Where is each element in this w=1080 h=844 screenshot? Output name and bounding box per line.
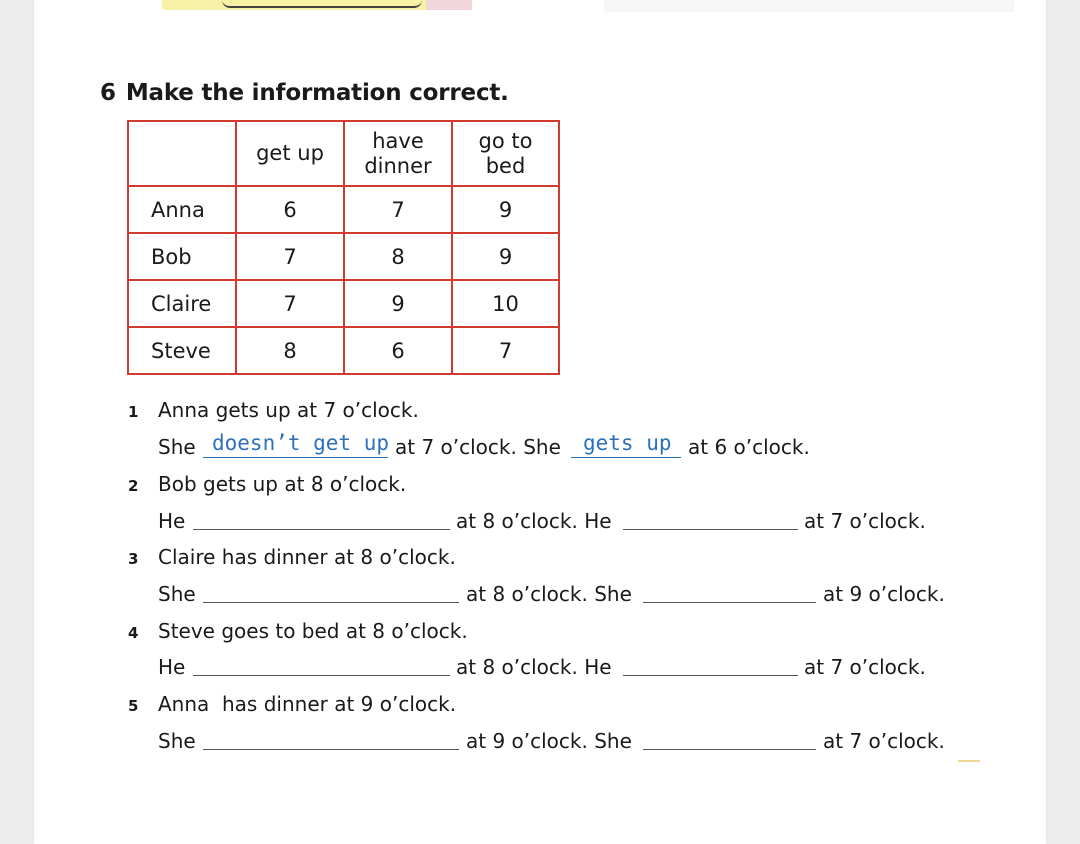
item-statement-text: Anna has dinner at 9 o’clock. <box>158 692 457 716</box>
cell-get-up: 6 <box>236 186 344 233</box>
header-line: have <box>372 128 424 153</box>
answer-middle: at 7 o’clock. She <box>395 435 561 459</box>
item-number: 3 <box>128 550 139 568</box>
cell-have-dinner: 8 <box>344 233 452 280</box>
table-header-row <box>128 121 559 186</box>
item-statement <box>128 472 406 496</box>
table-header-get-up <box>236 121 344 186</box>
cell-go-to-bed: 9 <box>452 186 559 233</box>
cell-go-to-bed: 7 <box>452 327 559 374</box>
cell-get-up: 7 <box>236 280 344 327</box>
table-row <box>128 327 559 374</box>
answer-end: at 9 o’clock. <box>823 582 945 606</box>
item-statement <box>128 692 456 716</box>
answer-end: at 7 o’clock. <box>823 729 945 753</box>
item-statement-text: Steve goes to bed at 8 o’clock. <box>158 619 468 643</box>
table-header-blank <box>128 121 236 186</box>
answer-subject: He <box>158 509 186 533</box>
answer-subject: He <box>158 655 186 679</box>
answer-blank-1[interactable] <box>193 528 450 530</box>
row-name: Claire <box>128 280 236 327</box>
table-header-have-dinner <box>344 121 452 186</box>
answer-end: at 7 o’clock. <box>804 509 926 533</box>
answer-middle: at 8 o’clock. He <box>456 655 612 679</box>
answer-middle: at 8 o’clock. She <box>466 582 632 606</box>
top-faint-strip <box>604 0 1014 12</box>
exercise-heading <box>100 80 509 106</box>
answer-blank-1[interactable] <box>203 601 459 603</box>
answer-subject: She <box>158 582 196 606</box>
item-statement-text: Anna gets up at 7 o’clock. <box>158 398 419 422</box>
header-line: get up <box>256 141 324 165</box>
item-statement <box>128 398 419 422</box>
answer-subject: She <box>158 435 196 459</box>
top-illustration-accent <box>426 0 472 10</box>
table-row <box>128 280 559 327</box>
cell-have-dinner: 6 <box>344 327 452 374</box>
answer-blank-2[interactable] <box>571 456 681 458</box>
row-name: Steve <box>128 327 236 374</box>
cell-have-dinner: 9 <box>344 280 452 327</box>
item-statement-text: Bob gets up at 8 o’clock. <box>158 472 407 496</box>
item-statement <box>128 545 456 569</box>
answer-blank-2[interactable] <box>623 528 798 530</box>
answer-text-1[interactable]: doesn’t get up <box>212 431 390 455</box>
answer-blank-1[interactable] <box>203 456 388 458</box>
table-row <box>128 233 559 280</box>
item-number: 2 <box>128 477 139 495</box>
cell-go-to-bed: 9 <box>452 233 559 280</box>
item-statement <box>128 619 468 643</box>
answer-end: at 6 o’clock. <box>688 435 810 459</box>
answer-middle: at 8 o’clock. He <box>456 509 612 533</box>
item-number: 4 <box>128 624 139 642</box>
cell-get-up: 8 <box>236 327 344 374</box>
table-header-go-to-bed <box>452 121 559 186</box>
cell-get-up: 7 <box>236 233 344 280</box>
item-number: 1 <box>128 403 139 421</box>
answer-blank-1[interactable] <box>193 674 450 676</box>
item-statement-text: Claire has dinner at 8 o’clock. <box>158 545 456 569</box>
exercise-title: Make the information correct. <box>125 80 509 106</box>
stray-highlight-mark <box>958 760 980 762</box>
row-name: Anna <box>128 186 236 233</box>
answer-end: at 7 o’clock. <box>804 655 926 679</box>
exercise-number: 6 <box>100 80 116 106</box>
top-illustration-outline <box>222 0 422 8</box>
cell-have-dinner: 7 <box>344 186 452 233</box>
answer-text-2[interactable]: gets up <box>583 431 672 455</box>
answer-blank-2[interactable] <box>643 748 816 750</box>
header-line: bed <box>485 153 526 178</box>
item-number: 5 <box>128 697 139 715</box>
answer-middle: at 9 o’clock. She <box>466 729 632 753</box>
answer-blank-2[interactable] <box>643 601 816 603</box>
schedule-table <box>127 120 560 375</box>
cell-go-to-bed: 10 <box>452 280 559 327</box>
table-row <box>128 186 559 233</box>
answer-blank-1[interactable] <box>203 748 459 750</box>
answer-subject: She <box>158 729 196 753</box>
header-line: dinner <box>364 153 432 178</box>
header-line: go to <box>478 128 533 153</box>
row-name: Bob <box>128 233 236 280</box>
answer-blank-2[interactable] <box>623 674 798 676</box>
